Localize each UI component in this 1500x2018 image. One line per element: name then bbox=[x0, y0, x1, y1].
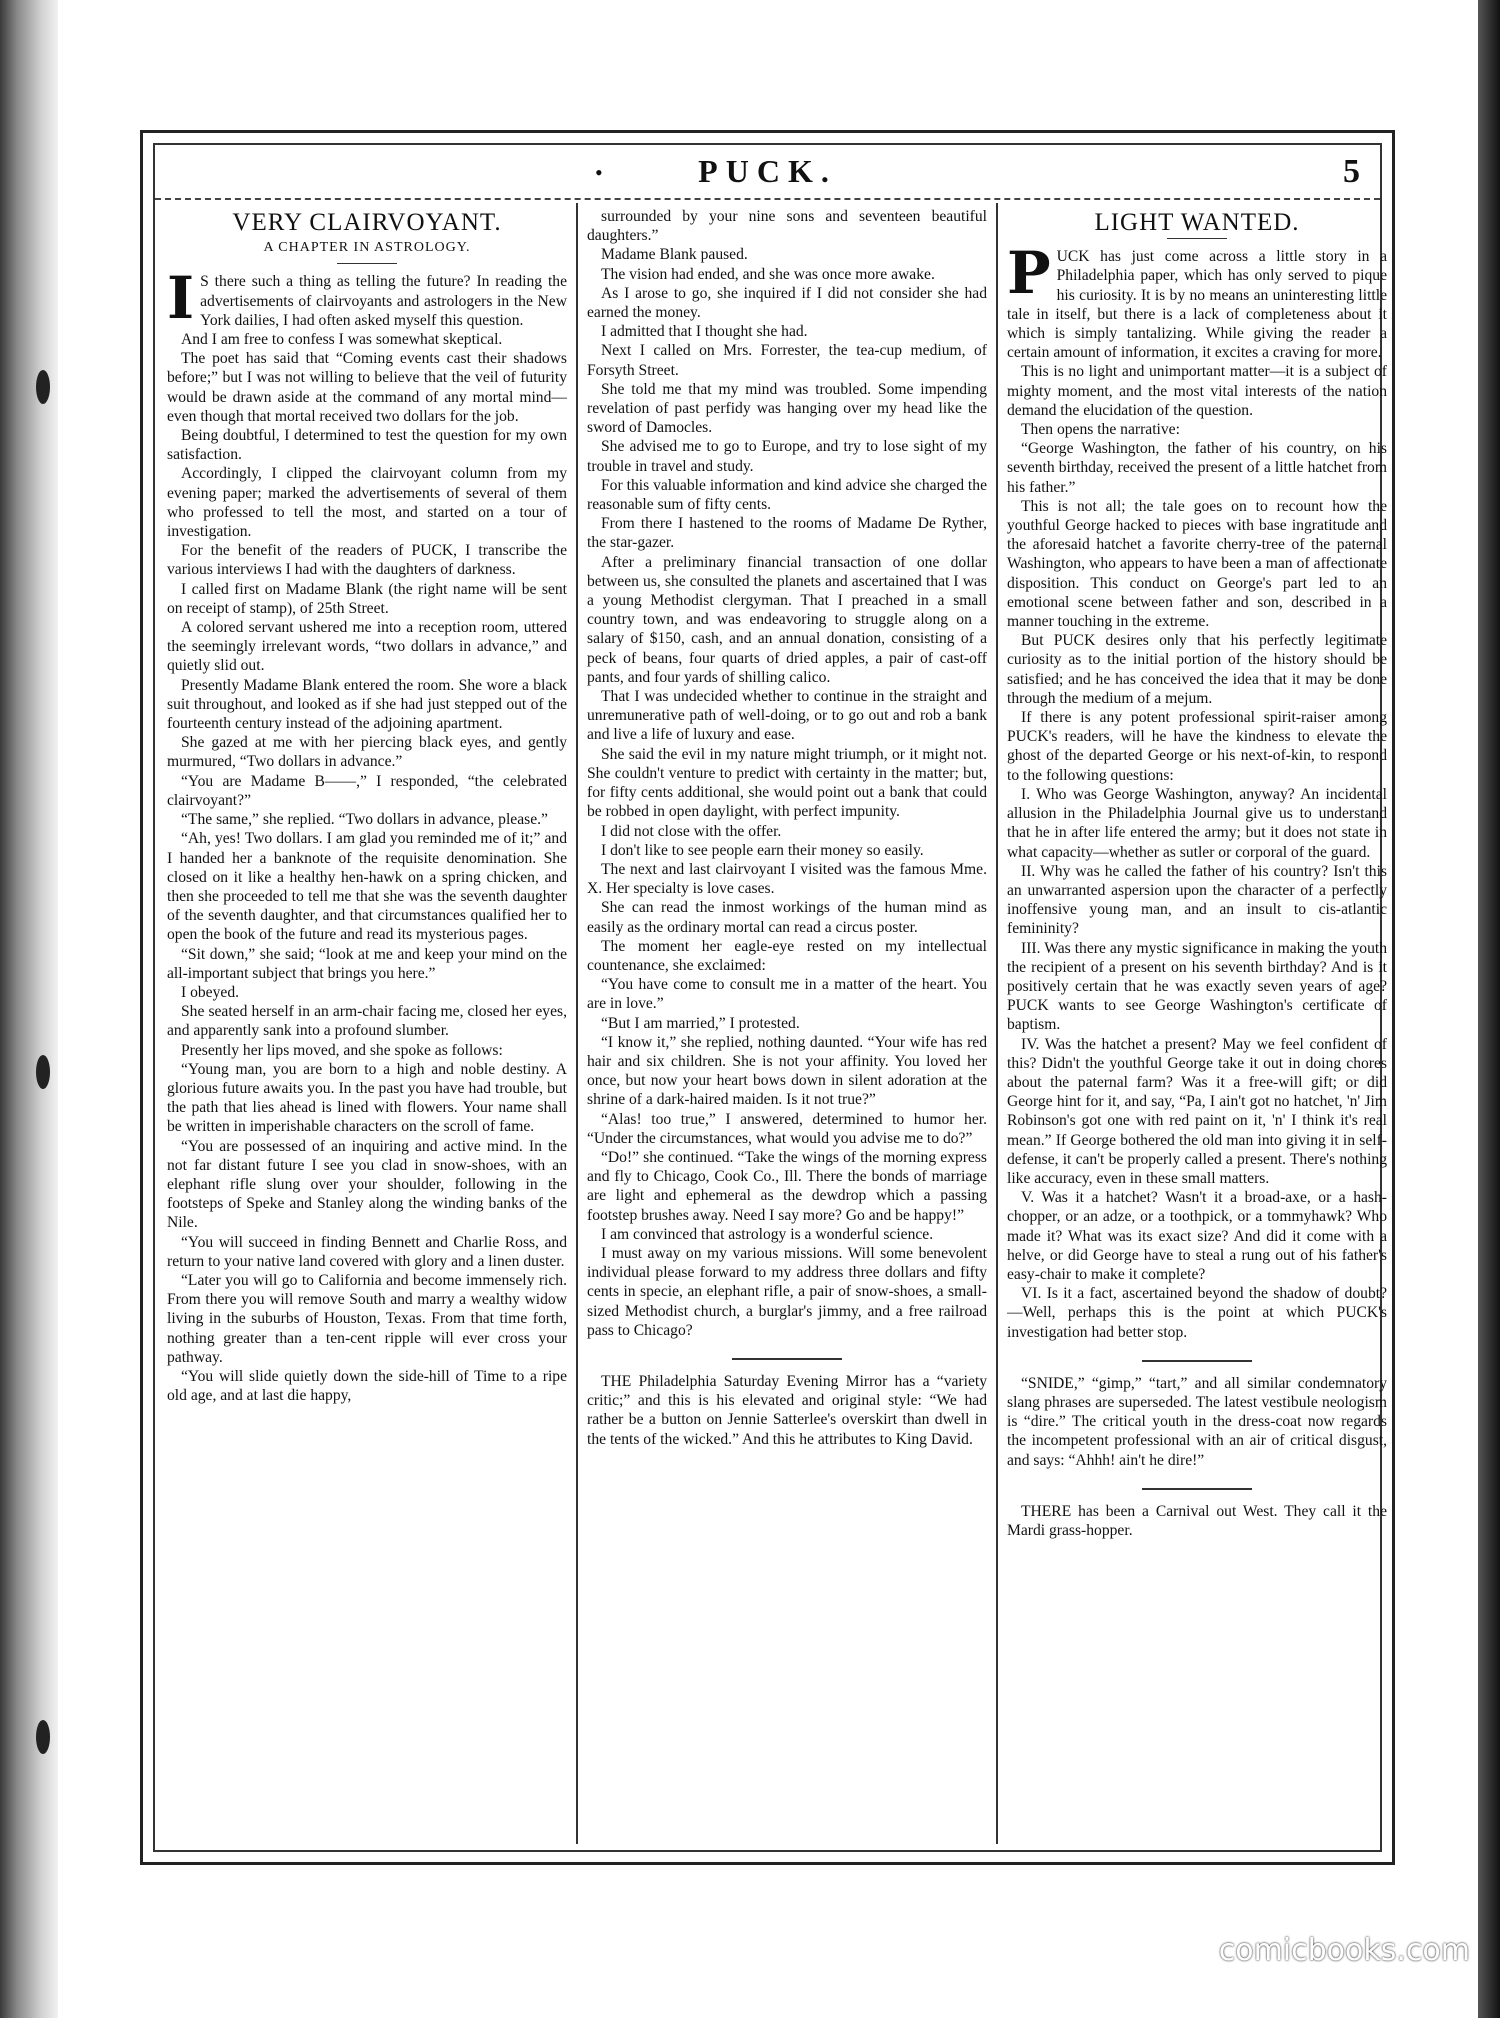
paragraph: The moment her eagle-eye rested on my intellectual countenance, she exclaimed: bbox=[587, 937, 987, 974]
paragraph: She can read the inmost workings of the human mind as easily as the ordinary mortal can read a circus poster. bbox=[587, 899, 987, 936]
column-rule bbox=[996, 203, 998, 1844]
section-separator bbox=[732, 1358, 842, 1360]
paragraph: Then opens the narrative: bbox=[1021, 421, 1180, 439]
article-lead-paragraph bbox=[1007, 239, 1387, 362]
paragraph: A colored servant ushered me into a reception room, uttered the seemingly irrelevant words, “two dollars in advance,” and quietly slid out. bbox=[167, 619, 567, 675]
page-number: 5 bbox=[1343, 153, 1360, 190]
column-right bbox=[1007, 207, 1387, 1842]
paragraph: From there I hastened to the rooms of Madame De Ryther, the star-gazer. bbox=[587, 515, 987, 552]
masthead-title: PUCK. bbox=[698, 153, 837, 189]
paragraph: I don't like to see people earn their money so easily. bbox=[601, 841, 924, 859]
paragraph: She advised me to go to Europe, and try to lose sight of my trouble in travel and study. bbox=[587, 438, 987, 475]
paragraph: I did not close with the offer. bbox=[601, 822, 782, 840]
paragraph: “I know it,” she replied, nothing daunted. “Your wife has red hair and six children. She is not your affinity. You loved her once, but now your heart bows down in silent adoration at the shrine of a dark-haired maiden. Is it not true?” bbox=[587, 1033, 987, 1109]
paragraph: The poet has said that “Coming events cast their shadows before;” but I was not willing to believe that the veil of futurity would be drawn aside at the command of any mortal mind—even though that mortal received two dollars for the job. bbox=[167, 350, 567, 425]
paragraph: surrounded by your nine sons and seventeen beautiful daughters.” bbox=[587, 208, 987, 245]
paragraph: This is not all; the tale goes on to recount how the youthful George hacked to pieces with base ingratitude and the aforesaid hatchet a favorite cherry-tree of the paternal Washington, who appears to have been a man of affectionate disposition. This conduct on George's part led to an emotional scene between father and son, described in a manner touching in the extreme. bbox=[1007, 497, 1387, 631]
article-subtitle: A CHAPTER IN ASTROLOGY. bbox=[263, 240, 471, 256]
paragraph: Accordingly, I clipped the clairvoyant column from my evening paper; marked the advertisements of several of them who professed to tell the most, and started on a tour of investigation. bbox=[167, 465, 567, 541]
paragraph: “You have come to consult me in a matter of the heart. You are in love.” bbox=[587, 976, 987, 1013]
binding-mark bbox=[36, 1055, 50, 1089]
paragraph: I called first on Madame Blank (the right name will be sent on receipt of stamp), of 25th Street. bbox=[167, 580, 567, 617]
paragraph: She gazed at me with her piercing black eyes, and gently murmured, “Two dollars in advance.” bbox=[167, 734, 567, 771]
paragraph: Presently her lips moved, and she spoke as follows: bbox=[181, 1041, 503, 1059]
paragraph: “But I am married,” I protested. bbox=[601, 1014, 800, 1032]
paragraph: I admitted that I thought she had. bbox=[601, 323, 808, 341]
paragraph: II. Why was he called the father of his country? Isn't this an unwarranted aspersion upon the character of a perfectly inoffensive young man, and an insult to cis-atlantic femininity? bbox=[1007, 862, 1387, 938]
page-edge-shadow bbox=[1478, 0, 1500, 2018]
paragraph: III. Was there any mystic significance in making the youth the recipient of a present on his seventh birthday? And is it positively certain that he was exactly seven years of age? PUCK wants to see George Washington's certificate of baptism. bbox=[1007, 939, 1387, 1034]
paragraph: “You will slide quietly down the side-hill of Time to a ripe old age, and at last die happy, bbox=[167, 1367, 567, 1405]
paragraph: I obeyed. bbox=[181, 983, 240, 1001]
paragraph: As I arose to go, she inquired if I did not consider she had earned the money. bbox=[587, 284, 987, 322]
paragraph: Next I called on Mrs. Forrester, the tea-cup medium, of Forsyth Street. bbox=[587, 342, 987, 379]
dropcap: I bbox=[167, 264, 195, 333]
paragraph: Presently Madame Blank entered the room. She wore a black suit throughout, and looked as if she had just stepped out of the fourteenth century instead of the adjoining apartment. bbox=[167, 676, 567, 733]
paragraph: “You will succeed in finding Bennett and Charlie Ross, and return to your native land covered with glory and a linen duster. bbox=[167, 1233, 567, 1270]
page-frame bbox=[140, 130, 1395, 1865]
paragraph: She told me that my mind was troubled. Some impending revelation of past perfidy was hanging over my head like the sword of Damocles. bbox=[587, 380, 987, 437]
item-paragraph: “SNIDE,” “gimp,” “tart,” and all similar condemnatory slang phrases are superseded. The latest vestibule neologism is “dire.” The critical youth in the dress-coat now regards the incompetent professional with an air of critical disgust, and says: “Ahhh! ain't he dire!” bbox=[1007, 1374, 1387, 1469]
paragraph: Madame Blank paused. bbox=[601, 246, 748, 264]
title-rule bbox=[337, 263, 397, 264]
paragraph: After a preliminary financial transaction of one dollar between us, she consulted the planets and ascertained that I was a young Methodist clergyman. That I preached in a small country town, and was endeavoring to struggle along on a salary of $150, cash, and an annual donation, consisting of a peck of beans, four quarts of dried apples, a pair of cast-off pants, and four yards of shilling calico. bbox=[587, 553, 987, 686]
paragraph: IV. Was the hatchet a present? May we feel confident of this? Didn't the youthful George take it out in doing chores about the paternal farm? Was it a free-will gift; or did George hint for it, and say, “Pa, I ain't got no hatchet, 'n' Jim Robinson's got one with red paint on it, 'n' I think it's real mean.” If George bothered the old man into giving it in self-defense, it can't be properly called a present. There's nothing like accuracy, even in these small matters. bbox=[1007, 1035, 1387, 1187]
dropcap: P bbox=[1007, 239, 1051, 308]
paragraph: For the benefit of the readers of PUCK, I transcribe the various interviews I had with the daughters of darkness. bbox=[167, 542, 567, 579]
paragraph: I am convinced that astrology is a wonderful science. bbox=[601, 1225, 934, 1243]
paragraph: She said the evil in my nature might triumph, or it might not. She couldn't venture to predict with certainty in the matter; but, for fifty cents additional, she would point out a bank that could be robbed in open daylight, with perfect impunity. bbox=[587, 745, 987, 821]
paragraph-text: S there such a thing as telling the future? In reading the advertisements of clairvoyants and astrologers in the New York dailies, I had often asked myself this question. bbox=[200, 273, 567, 329]
paragraph: Being doubtful, I determined to test the question for my own satisfaction. bbox=[167, 427, 567, 464]
column-rule bbox=[576, 203, 578, 1844]
page-inner-frame bbox=[153, 143, 1387, 1852]
paragraph-list bbox=[1007, 362, 1387, 1341]
article-title: VERY CLAIRVOYANT. bbox=[232, 209, 502, 236]
paragraph: The vision had ended, and she was once more awake. bbox=[601, 265, 935, 283]
watermark: comicbooks.com bbox=[1218, 1933, 1470, 1968]
paragraph: I must away on my various missions. Will some benevolent individual please forward to my address three dollars and fifty cents in specie, an elephant rifle, a pair of snow-shoes, a small-sized Methodist church, a burglar's jimmy, and a free railroad pass to Chicago? bbox=[587, 1244, 987, 1339]
paragraph: “Later you will go to California and become immensely rich. From there you will remove South and marry a wealthy widow living in the suburbs of Houston, Texas. From that time forth, nothing greater than a ten-cent ripple will ever cross your pathway. bbox=[167, 1271, 567, 1366]
article-lead-paragraph bbox=[167, 264, 567, 333]
paragraph: “Alas! too true,” I answered, determined to humor her. “Under the circumstances, what would you advise me to do?” bbox=[587, 1110, 987, 1147]
paragraph: “Ah, yes! Two dollars. I am glad you reminded me of it;” and I handed her a banknote of the requisite denomination. She closed on it like a healthy hen-hawk on a spring chicken, and then she proceeded to tell me that she was the seventh daughter of the seventh daughter, and that circumstances qualified her to open the book of the future and read its mysterious pages. bbox=[167, 830, 567, 944]
paragraph: She seated herself in an arm-chair facing me, closed her eyes, and apparently sank into a profound slumber. bbox=[167, 1003, 567, 1040]
title-rule bbox=[1167, 238, 1227, 239]
paragraph: “George Washington, the father of his country, on his seventh birthday, received the present of a little hatchet from his father.” bbox=[1007, 440, 1387, 496]
paragraph: This is no light and unimportant matter—it is a subject of mighty moment, and the most vital interests of the nation demand the elucidation of the question. bbox=[1007, 363, 1387, 419]
paragraph: That I was undecided whether to continue in the straight and unremunerative path of well-doing, or to go out and rob a bank and live a life of luxury and ease. bbox=[587, 688, 987, 744]
paragraph: But PUCK desires only that his perfectly legitimate curiosity as to the initial portion of the history should be satisfied; and he has conceived the idea that it may be done through the medium of a mejum. bbox=[1007, 632, 1387, 707]
paragraph: “Sit down,” she said; “look at me and keep your mind on the all-important subject that brings you here.” bbox=[167, 945, 567, 982]
paragraph-list bbox=[167, 330, 567, 1405]
masthead-dot: • bbox=[595, 160, 603, 185]
item-paragraph: THERE has been a Carnival out West. They call it the Mardi grass-hopper. bbox=[1007, 1502, 1387, 1539]
paragraph: “You are Madame B——,” I responded, “the celebrated clairvoyant?” bbox=[167, 772, 567, 809]
book-spine-shadow bbox=[0, 0, 58, 2018]
paragraph: “Do!” she continued. “Take the wings of the morning express and fly to Chicago, Cook Co., Ill. There the bonds of marriage are light and ephemeral as the dewdrop which a passing footstep brushes away. Need I say more? Go and be happy!” bbox=[587, 1148, 987, 1224]
section-separator bbox=[1142, 1360, 1252, 1362]
binding-mark bbox=[36, 1720, 50, 1754]
paragraph: VI. Is it a fact, ascertained beyond the shadow of doubt?—Well, perhaps this is the point at which PUCK's investigation had better stop. bbox=[1007, 1285, 1387, 1341]
article-title: LIGHT WANTED. bbox=[1094, 209, 1300, 236]
masthead bbox=[155, 145, 1380, 200]
column-left bbox=[167, 207, 567, 1842]
paragraph: “Young man, you are born to a high and noble destiny. A glorious future awaits you. In the past you have had trouble, but the path that lies ahead is lined with flowers. Your name shall be written in imperishable characters on the scroll of fame. bbox=[167, 1060, 567, 1136]
paragraph: “The same,” she replied. “Two dollars in advance, please.” bbox=[181, 811, 548, 829]
paragraph: V. Was it a hatchet? Wasn't it a broad-axe, or a hash-chopper, or an adze, or a toothpick, or a tommyhawk? Who made it? What was its exact size? And did it come with a helve, or did George have to steal a rung out of his father's easy-chair to make it complete? bbox=[1007, 1189, 1387, 1283]
section-separator bbox=[1142, 1488, 1252, 1490]
binding-mark bbox=[36, 370, 50, 404]
paragraph-text: UCK has just come across a little story in a Philadelphia paper, which has only served to pique his curiosity. It is by no means an uninteresting little tale in itself, but there is a lack of completeness about it which is simply tantalizing. While giving the reader a certain amount of information, it excites a craving for more. bbox=[1007, 248, 1387, 362]
item-paragraph: THE Philadelphia Saturday Evening Mirror has a “variety critic;” and this is his elevated and original style: “We had rather be a button on Jennie Satterlee's overskirt than dwell in the tents of the wicked.” And this he attributes to King David. bbox=[587, 1372, 987, 1448]
paragraph: I. Who was George Washington, anyway? An incidental allusion in the Philadelphia Journal give us to understand that he in after life entered the army; but it does not state in what capacity—whether as sutler or corporal of the guard. bbox=[1007, 785, 1387, 861]
paragraph-list bbox=[587, 207, 987, 1340]
paragraph: And I am free to confess I was somewhat skeptical. bbox=[181, 331, 503, 349]
column-middle bbox=[587, 207, 987, 1842]
paragraph: “You are possessed of an inquiring and active mind. In the not far distant future I see you clad in snow-shoes, with an elephant rifle slung over your shoulder, following in the footsteps of Speke and Stanley along the winding banks of the Nile. bbox=[167, 1137, 567, 1232]
paragraph: For this valuable information and kind advice she charged the reasonable sum of fifty cents. bbox=[587, 476, 987, 514]
paragraph: If there is any potent professional spirit-raiser among PUCK's readers, will he have the kindness to elevate the ghost of the departed George or his next-of-kin, to respond to the following questions: bbox=[1007, 709, 1387, 784]
paragraph: The next and last clairvoyant I visited was the famous Mme. X. Her specialty is love cases. bbox=[587, 860, 987, 898]
